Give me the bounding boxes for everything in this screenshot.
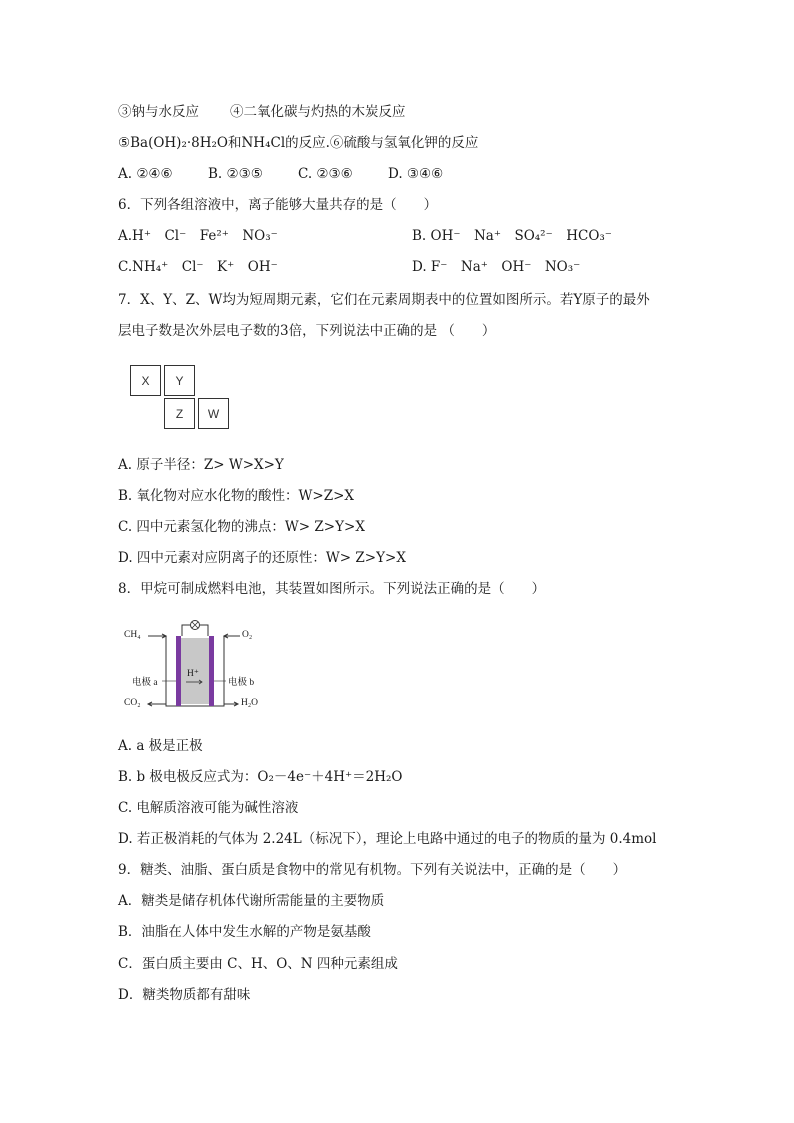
grid-cell-x: X: [130, 365, 161, 396]
fuel-cell-diagram: [120, 618, 280, 718]
q7-option-a: A. 原子半径：Z> W>X>Y: [118, 457, 284, 473]
q8-stem: 8．甲烷可制成燃料电池，其装置如图所示。下列说法正确的是（ ）: [118, 581, 546, 597]
label-co2: CO₂: [124, 698, 141, 708]
label-ch4: CH₄: [124, 630, 141, 640]
q5-option-c: C. ②③⑥: [298, 166, 353, 182]
label-o2: O₂: [242, 630, 253, 640]
q8-option-b: B. b 极电极反应式为：O₂－4e⁻＋4H⁺＝2H₂O: [118, 769, 403, 785]
label-electrode-a: 电极 a: [132, 678, 158, 688]
q6-option-d: D. F⁻ Na⁺ OH⁻ NO₃⁻: [412, 259, 581, 275]
q9-stem: 9．糖类、油脂、蛋白质是食物中的常见有机物。下列有关说法中，正确的是（ ）: [118, 862, 627, 878]
q6-option-a: A.H⁺ Cl⁻ Fe²⁺ NO₃⁻: [118, 228, 278, 244]
q6-option-c: C.NH₄⁺ Cl⁻ K⁺ OH⁻: [118, 259, 278, 275]
q9-option-a: A．糖类是储存机体代谢所需能量的主要物质: [118, 893, 385, 909]
q5-option-a: A. ②④⑥: [118, 166, 173, 182]
grid-cell-z: Z: [164, 398, 195, 429]
q6-stem: 6．下列各组溶液中，离子能够大量共存的是（ ）: [118, 197, 438, 213]
label-h2o: H₂O: [241, 698, 259, 708]
grid-cell-y: Y: [164, 365, 195, 396]
label-electrode-b: 电极 b: [228, 678, 255, 688]
q5-item-3: ③钠与水反应: [118, 104, 199, 120]
q7-option-c: C. 四中元素氢化物的沸点：W> Z>Y>X: [118, 519, 365, 535]
q7-option-d: D. 四中元素对应阴离子的还原性：W> Z>Y>X: [118, 550, 406, 566]
q5-option-b: B. ②③⑤: [208, 166, 263, 182]
q8-option-c: C. 电解质溶液可能为碱性溶液: [118, 800, 299, 816]
label-h-ion: H⁺: [187, 669, 199, 679]
q7-stem-line2: 层电子数是次外层电子数的3倍，下列说法中正确的是 （ ）: [118, 323, 496, 339]
q7-option-b: B. 氧化物对应水化物的酸性：W>Z>X: [118, 488, 354, 504]
q9-option-c: C．蛋白质主要由 C、H、O、N 四种元素组成: [118, 956, 398, 972]
q5-item-5-6: ⑤Ba(OH)₂·8H₂O和NH₄Cl的反应.⑥硫酸与氢氧化钾的反应: [118, 135, 479, 151]
q5-option-d: D. ③④⑥: [388, 166, 444, 182]
q5-item-4: ④二氧化碳与灼热的木炭反应: [230, 104, 406, 120]
q6-option-b: B. OH⁻ Na⁺ SO₄²⁻ HCO₃⁻: [412, 228, 612, 244]
q8-option-a: A. a 极是正极: [118, 738, 203, 754]
q9-option-d: D．糖类物质都有甜味: [118, 987, 251, 1003]
q9-option-b: B．油脂在人体中发生水解的产物是氨基酸: [118, 924, 371, 940]
q7-stem-line1: 7．X、Y、Z、W均为短周期元素，它们在元素周期表中的位置如图所示。若Y原子的最外: [118, 292, 650, 308]
q8-option-d: D. 若正极消耗的气体为 2.24L（标况下），理论上电路中通过的电子的物质的量为 0.4mol: [118, 831, 657, 847]
grid-cell-w: W: [198, 398, 229, 429]
